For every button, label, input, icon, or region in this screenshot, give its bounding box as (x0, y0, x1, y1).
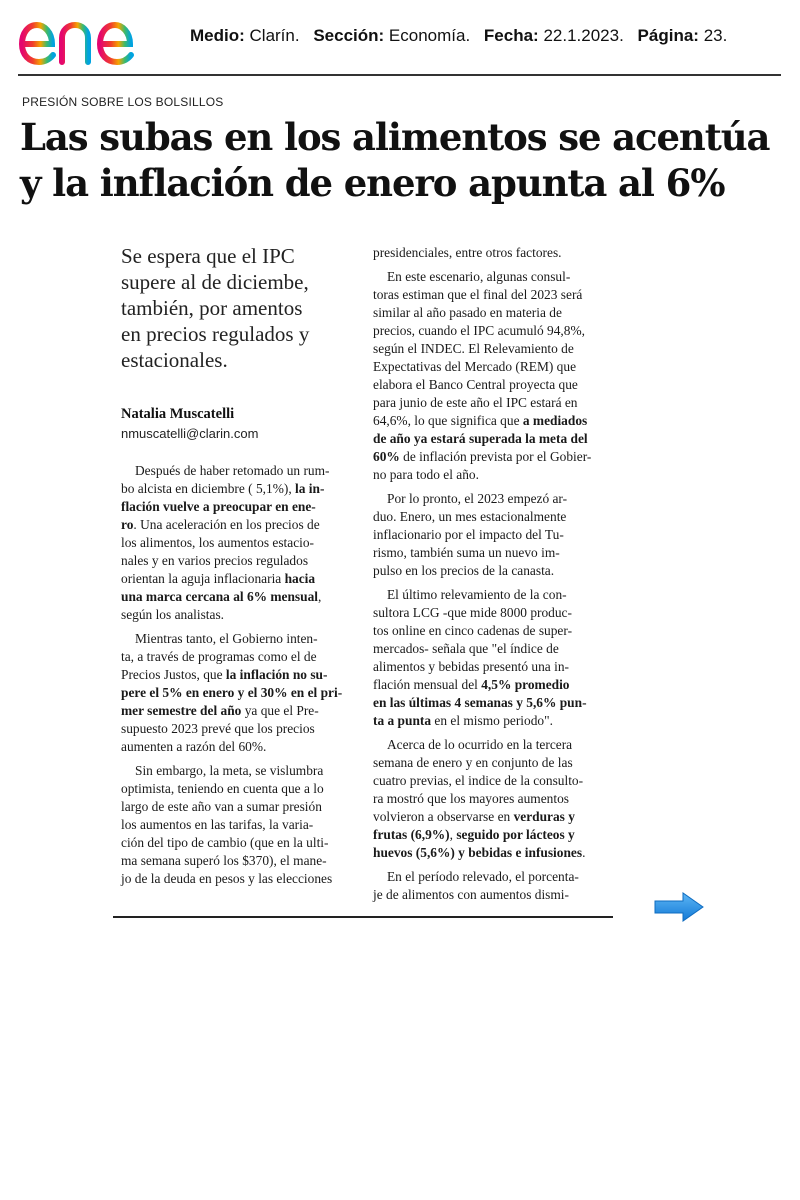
text-line (373, 712, 613, 730)
footer-divider (113, 916, 613, 918)
text-line (373, 736, 613, 754)
seccion-value: Economía. (388, 26, 471, 45)
text-line (373, 244, 613, 262)
text-run: sultora LCG -que mide 8000 produc- (373, 605, 572, 620)
bold-text: la in- (295, 481, 325, 496)
text-run: 64,6%, lo que significa que (373, 413, 523, 428)
text-run: Por lo pronto, el 2023 empezó ar- (387, 491, 568, 506)
text-run: . Una aceleración en los precios de (133, 517, 320, 532)
text-run: Acerca de lo ocurrido en la tercera (387, 737, 573, 752)
text-line (373, 322, 613, 340)
text-run: rismo, también suma un nuevo im- (373, 545, 560, 560)
text-run: presidenciales, entre otros factores. (373, 245, 562, 260)
kicker: PRESIÓN SOBRE LOS BOLSILLOS (22, 95, 224, 109)
bold-text: una marca cercana al 6% mensual (121, 589, 319, 604)
text-line (121, 798, 361, 816)
text-run: orientan la aguja inflacionaria (121, 571, 285, 586)
text-run: los alimentos, los aumentos estacio- (121, 535, 315, 550)
text-run: duo. Enero, un mes estacionalmente (373, 509, 567, 524)
bold-text: verduras y (513, 809, 575, 824)
text-run: alimentos y bebidas presentó una in- (373, 659, 569, 674)
text-run: elabora el Banco Central proyecta que (373, 377, 578, 392)
text-line (121, 588, 361, 606)
text-run: flación mensual del (373, 677, 482, 692)
text-run: Sin embargo, la meta, se vislumbra (135, 763, 324, 778)
text-line (121, 552, 361, 570)
text-line (373, 562, 613, 580)
text-run: supuesto 2023 prevé que los precios (121, 721, 315, 736)
text-line (121, 780, 361, 798)
text-line (373, 868, 613, 886)
lead-line: estacionales. (121, 348, 228, 372)
article-column-1 (121, 462, 361, 888)
text-run: Precios Justos, que (121, 667, 226, 682)
text-run: , (449, 827, 457, 842)
bold-text: hacia (284, 571, 316, 586)
lead-line: también, por amentos (121, 296, 303, 320)
text-line (121, 852, 361, 870)
text-line (373, 886, 613, 904)
text-run: ya que el Pre- (241, 703, 319, 718)
text-run: ra mostró que los mayores aumentos (373, 791, 569, 806)
lead-summary (121, 243, 361, 373)
text-line (373, 604, 613, 622)
headline-line: y la inflación de enero apunta al 6% (20, 161, 725, 205)
bold-text: mer semestre del año (121, 703, 242, 718)
text-line (373, 544, 613, 562)
text-run: optimista, teniendo en cuenta que a lo (121, 781, 324, 796)
bold-text: de año ya estará superada la meta del (373, 431, 588, 446)
bold-text: en las últimas 4 semanas y 5,6% pun- (373, 695, 587, 710)
text-run: jo de la deuda en pesos y las elecciones (121, 871, 333, 886)
text-line (373, 448, 613, 466)
text-line (373, 508, 613, 526)
text-run: pulso en los precios de la canasta. (373, 563, 555, 578)
text-line (373, 412, 613, 430)
text-line (121, 702, 361, 720)
text-line (373, 268, 613, 286)
text-line (373, 340, 613, 358)
text-run: . (582, 845, 586, 860)
text-line (121, 816, 361, 834)
headline (20, 114, 790, 206)
text-run: , (318, 589, 322, 604)
text-line (373, 844, 613, 862)
text-line (373, 808, 613, 826)
text-line (121, 606, 361, 624)
text-line (121, 834, 361, 852)
lead-line: en precios regulados y (121, 322, 310, 346)
bold-text: la inflación no su- (225, 667, 328, 682)
text-run: mercados- señala que "el índice de (373, 641, 559, 656)
headline-line: Las subas en los alimentos se acentúa (20, 115, 770, 159)
text-run: En este escenario, algunas consul- (387, 269, 571, 284)
text-run: precios, cuando el IPC acumuló 94,8%, (373, 323, 585, 338)
text-line (373, 640, 613, 658)
text-run: según los analistas. (121, 607, 225, 622)
text-line (373, 826, 613, 844)
arrow-right-icon[interactable] (653, 891, 705, 923)
text-line (373, 790, 613, 808)
text-line (373, 466, 613, 484)
text-run: ma semana superó los $370), el mane- (121, 853, 327, 868)
fecha-value: 22.1.2023. (543, 26, 624, 45)
bold-text: 4,5% promedio (481, 677, 570, 692)
pagina-value: 23. (703, 26, 728, 45)
text-run: similar al año pasado en materia de (373, 305, 562, 320)
text-line (373, 304, 613, 322)
author-email: nmuscatelli@clarin.com (121, 426, 259, 441)
text-line (121, 738, 361, 756)
text-run: inflacionario por el impacto del Tu- (373, 527, 564, 542)
text-line (373, 754, 613, 772)
text-run: los aumentos en las tarifas, la varia- (121, 817, 314, 832)
author-name: Natalia Muscatelli (121, 406, 235, 422)
seccion-label: Sección: (313, 26, 385, 45)
text-line (121, 462, 361, 480)
text-run: para junio de este año el IPC estará en (373, 395, 578, 410)
text-line (373, 376, 613, 394)
text-run: je de alimentos con aumentos dismi- (373, 887, 569, 902)
text-run: de inflación prevista por el Gobier- (399, 449, 592, 464)
article-column-2 (373, 244, 613, 904)
text-line (121, 570, 361, 588)
text-line (373, 526, 613, 544)
header-divider (18, 74, 781, 76)
text-run: Expectativas del Mercado (REM) que (373, 359, 577, 374)
text-line (373, 658, 613, 676)
text-line (373, 358, 613, 376)
text-run: aumenten a razón del 60%. (121, 739, 267, 754)
text-run: en el mismo periodo". (431, 713, 553, 728)
text-line (373, 394, 613, 412)
text-run: Mientras tanto, el Gobierno inten- (135, 631, 318, 646)
bold-text: a mediados (522, 413, 588, 428)
text-line (373, 490, 613, 508)
enel-logo (16, 10, 168, 66)
pagina-label: Página: (637, 26, 699, 45)
text-run: cuatro previas, el indice de la consulto- (373, 773, 584, 788)
text-run: volvieron a observarse en (373, 809, 514, 824)
text-run: En el período relevado, el porcenta- (387, 869, 579, 884)
text-line (121, 534, 361, 552)
bold-text: flación vuelve a preocupar en ene- (121, 499, 316, 514)
text-line (121, 480, 361, 498)
text-run: toras estiman que el final del 2023 será (373, 287, 583, 302)
clipping-metadata (190, 26, 727, 46)
bold-text: seguido por lácteos y (456, 827, 575, 842)
text-run: El último relevamiento de la con- (387, 587, 567, 602)
text-line (373, 676, 613, 694)
bold-text: ro (121, 517, 134, 532)
fecha-label: Fecha: (483, 26, 539, 45)
text-line (121, 720, 361, 738)
bold-text: 60% (373, 449, 400, 464)
text-line (121, 666, 361, 684)
lead-line: Se espera que el IPC (121, 244, 295, 268)
bold-text: ta a punta (373, 713, 432, 728)
text-run: largo de este año van a sumar presión (121, 799, 322, 814)
text-run: bo alcista en diciembre ( 5,1%), (121, 481, 296, 496)
bold-text: huevos (5,6%) y bebidas e infusiones (373, 845, 583, 860)
medio-value: Clarín. (249, 26, 300, 45)
text-run: Después de haber retomado un rum- (135, 463, 330, 478)
text-line (121, 684, 361, 702)
text-line (121, 516, 361, 534)
text-line (373, 694, 613, 712)
text-line (121, 630, 361, 648)
lead-line: supere al de diciembe, (121, 270, 309, 294)
text-run: ta, a través de programas como el de (121, 649, 317, 664)
text-run: ción del tipo de cambio (que en la ulti- (121, 835, 329, 850)
text-line (121, 498, 361, 516)
text-line (373, 622, 613, 640)
text-run: semana de enero y en conjunto de las (373, 755, 573, 770)
text-run: nales y en varios precios regulados (121, 553, 309, 568)
bold-text: frutas (6,9%) (373, 827, 450, 842)
text-run: no para todo el año. (373, 467, 479, 482)
text-line (373, 772, 613, 790)
text-run: según el INDEC. El Relevamiento de (373, 341, 574, 356)
text-line (121, 762, 361, 780)
bold-text: pere el 5% en enero y el 30% en el pri- (121, 685, 343, 700)
text-line (121, 870, 361, 888)
text-run: tos online en cinco cadenas de super- (373, 623, 573, 638)
text-line (373, 286, 613, 304)
text-line (373, 586, 613, 604)
text-line (121, 648, 361, 666)
text-line (373, 430, 613, 448)
medio-label: Medio: (190, 26, 245, 45)
